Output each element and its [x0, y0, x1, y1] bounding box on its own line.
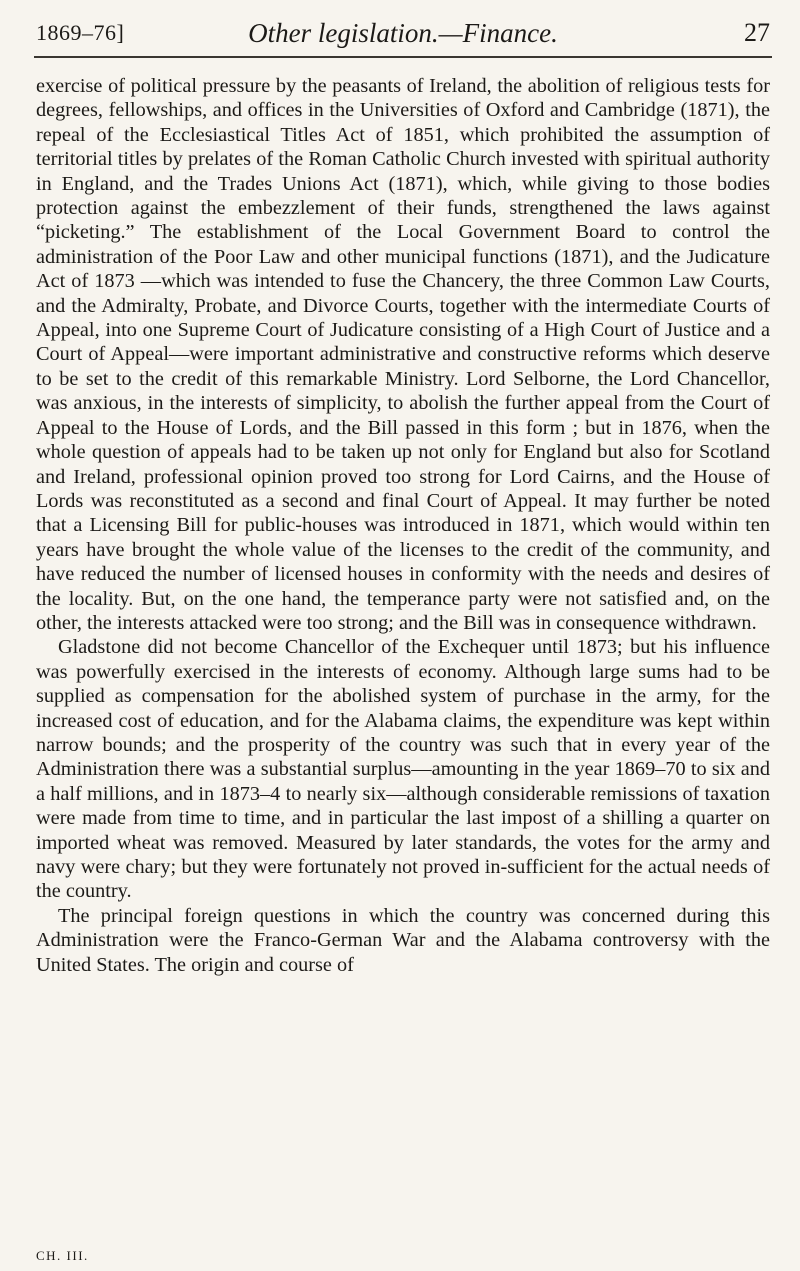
- running-head: [36, 14, 770, 54]
- date-range: 1869–76]: [36, 20, 125, 45]
- body-text: [36, 74, 770, 977]
- chapter-catchword: CH. III.: [36, 1248, 89, 1263]
- page-number: 27: [744, 18, 770, 47]
- paragraph-legislation: exercise of political pressure by the peasants of Ireland, the abolition of religious tests for degrees, fellowships, and offices in the Universities of Oxford and Cambridge (1871), the repeal of the Ecclesiastical Titles Act of 1851, which prohibited the assumption of territorial titles by prelates of the Roman Catholic Church invested with spiritual authority in England, and the Trades Unions Act (1871), which, while giving to those bodies protection against the embezzlement of their funds, strengthened the laws against “picketing.” The establishment of the Local Government Board to control the administration of the Poor Law and other municipal functions (1871), and the Judicature Act of 1873 —which was intended to fuse the Chancery, the three Common Law Courts, and the Admiralty, Probate, and Divorce Courts, together with the intermediate Courts of Appeal, into one Supreme Court of Judicature consisting of a High Court of Justice and a Court of Appeal—were important administrative and constructive reforms which deserve to be set to the credit of this remarkable Ministry. Lord Selborne, the Lord Chancellor, was anxious, in the interests of simplicity, to abolish the further appeal from the Court of Appeal to the House of Lords, and the Bill passed in this form ; but in 1876, when the whole question of appeals had to be taken up not only for England but also for Scotland and Ireland, professional opinion proved too strong for Lord Cairns, and the House of Lords was reconstituted as a second and final Court of Appeal. It may further be noted that a Licensing Bill for public-houses was introduced in 1871, which would within ten years have brought the whole value of the licenses to the credit of the community, and have reduced the number of licensed houses in conformity with the needs and desires of the locality. But, on the one hand, the temperance party were not satisfied and, on the other, the interests attacked were too strong; and the Bill was in consequence withdrawn.: [36, 75, 770, 634]
- paragraph-finance: Gladstone did not become Chancellor of the Exchequer until 1873; but his influence was powerfully exercised in the interests of economy. Although large sums had to be supplied as compensation for the abolished system of purchase in the army, for the increased cost of education, and for the Alabama claims, the expenditure was kept within narrow bounds; and the prosperity of the country was such that in every year of the Administration there was a substantial surplus—amounting in the year 1869–70 to six and a half millions, and in 1873–4 to nearly six—although considerable remissions of taxation were made from time to time, and in particular the last impost of a shilling a quarter on imported wheat was removed. Measured by later standards, the votes for the army and navy were chary; but they were fortunately not proved in-sufficient for the actual needs of the country.: [36, 636, 770, 903]
- header-rule: [34, 56, 772, 58]
- running-title: Other legislation.—Finance.: [248, 18, 558, 48]
- paragraph-foreign-questions: The principal foreign questions in which the country was concerned during this Administration were the Franco-German War and the Alabama controversy with the United States. The origin and course of: [36, 904, 770, 976]
